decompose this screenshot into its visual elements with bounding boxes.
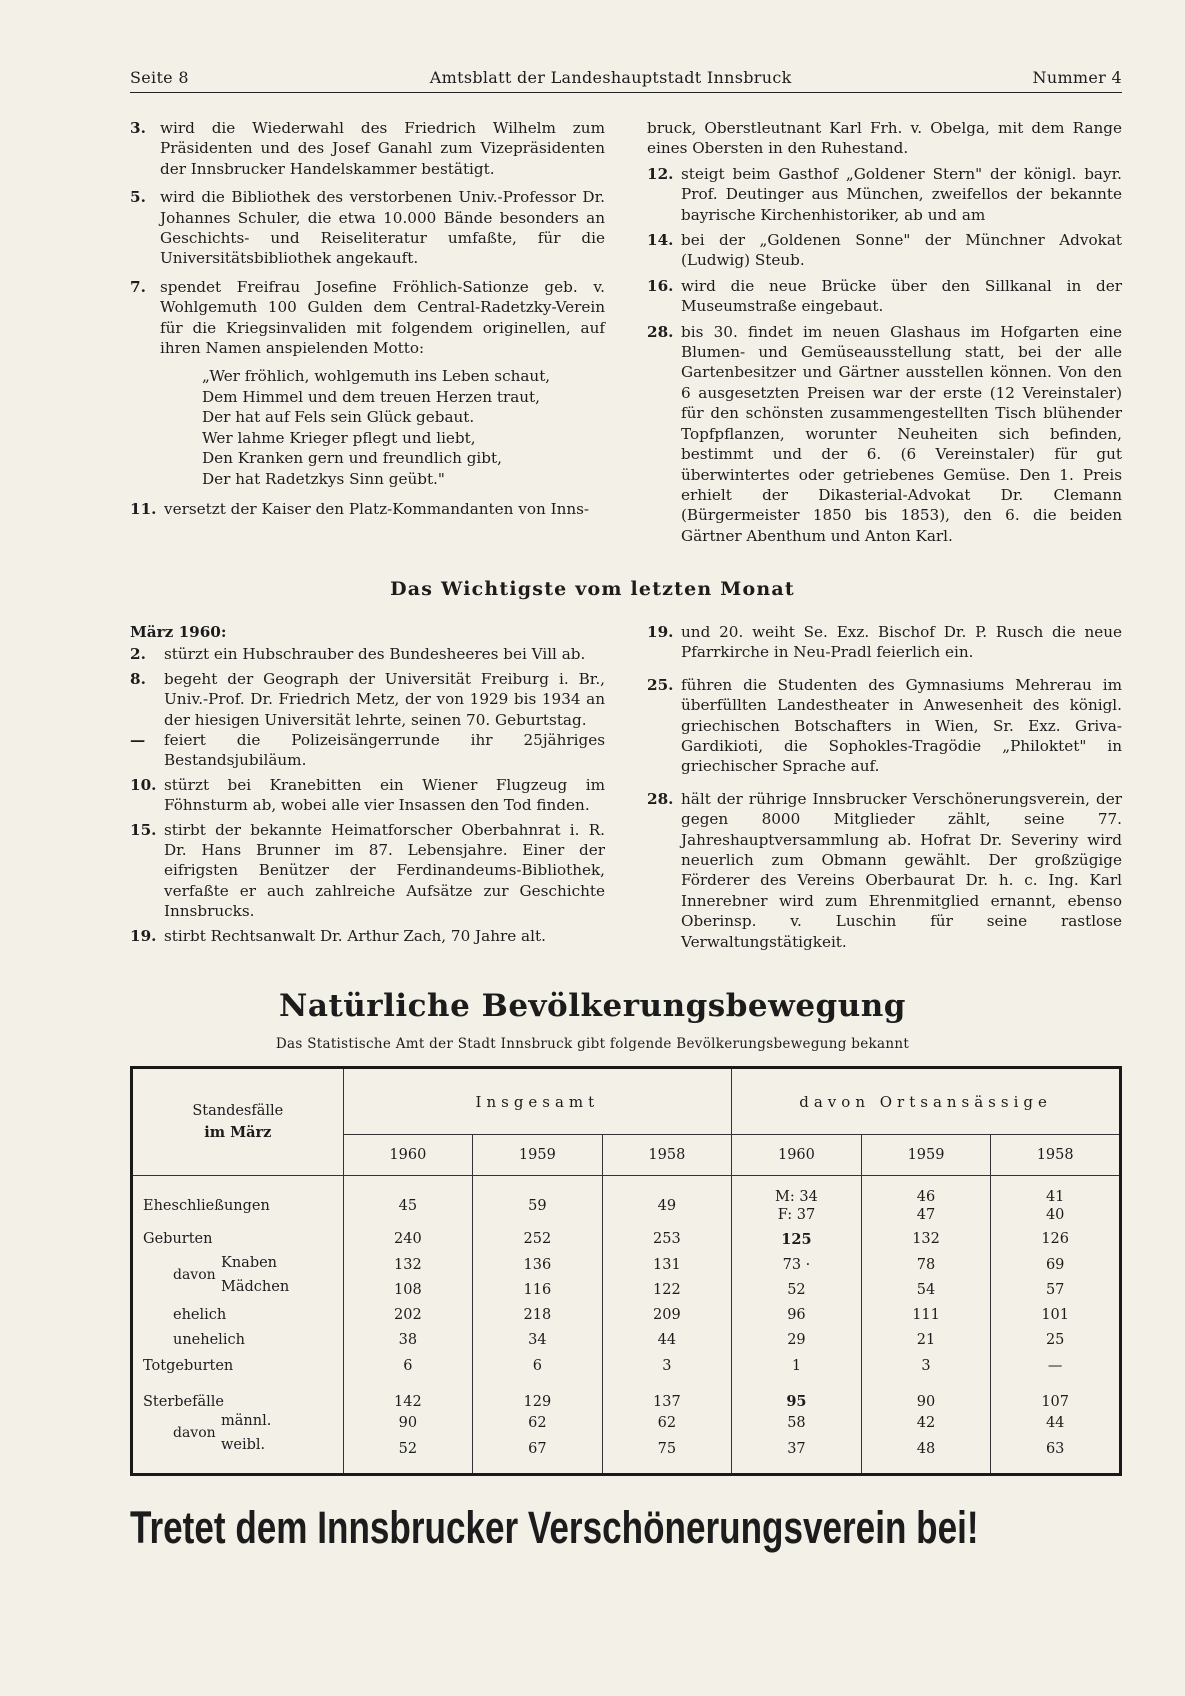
year-header: 1960 [732,1135,862,1176]
entry-text: stürzt bei Kranebitten ein Wiener Flugzeug im Föhnsturm ab, wobei alle vier Insassen den Tod finden. [164,775,605,815]
header-label-line: Standesfälle [192,1103,284,1120]
row-label-group [132,1410,344,1463]
news-entry [647,789,1122,952]
row-label: Geburten [143,1231,213,1248]
table-cell: 131 [602,1252,732,1277]
table-cell: 67 [473,1436,603,1462]
news-entry [130,775,605,816]
news-entry [647,675,1122,777]
table-cell: 122 [602,1277,732,1302]
table-cell: 129 [473,1378,603,1410]
entry-text: führen die Studenten des Gymnasiums Mehrerau im überfüllten Landestheater in Anwesenheit des königl. griechischen Botschafters in Wien, Sr. Exz. Griva-Gardikioti, die Sophokles-Tragödie „Philoktet" in griechischer Sprache auf. [681,675,1122,776]
entry-day: 15. [130,820,157,839]
table-cell: 21 [861,1328,991,1353]
entry-day: 11. [130,500,157,519]
table-cell: 209 [602,1303,732,1328]
history-left-column [130,118,605,551]
entry-day: 8. [130,669,146,688]
table-cell: 63 [991,1436,1121,1462]
table-cell: 37 [732,1436,862,1462]
row-label: ehelich [173,1307,227,1324]
poem-line: „Wer fröhlich, wohlgemuth ins Leben schaut, [202,367,551,386]
table-cell: 29 [732,1328,862,1353]
month-columns [130,622,1122,957]
table-cell: 62 [602,1410,732,1436]
table-cell-split [991,1185,1121,1227]
table-cell: 132 [861,1227,991,1252]
history-columns [130,118,1122,551]
table-row [132,1227,1121,1252]
table-cell: 62 [473,1410,603,1436]
statistics-title: Natürliche Bevölkerungsbewegung [279,988,906,1024]
table-cell: 90 [343,1410,473,1436]
table-cell: 34 [473,1328,603,1353]
history-entry [130,187,605,269]
year-header: 1958 [991,1135,1121,1176]
table-cell-split [732,1185,862,1227]
cell-male: 46 [916,1188,936,1205]
row-label: Mädchen [221,1279,290,1296]
entry-text: wird die neue Brücke über den Sillkanal in der Museumstraße eingebaut. [681,276,1122,316]
poem-line: Wer lahme Krieger pflegt und liebt, [202,428,476,447]
section-heading: Das Wichtigste vom letzten Monat [390,578,795,600]
table-cell: 111 [861,1303,991,1328]
table-cell: — [991,1353,1121,1378]
entry-day: 5. [130,188,146,207]
table-cell: 1 [732,1353,862,1378]
table-cell: 52 [343,1436,473,1462]
table-cell: 38 [343,1328,473,1353]
table-row [132,1252,1121,1277]
table-cell: 69 [991,1252,1121,1277]
table-cell: 125 [732,1227,862,1252]
poem-line: Den Kranken gern und freundlich gibt, [202,449,502,468]
cell-male: M: 34 [775,1188,818,1205]
table-cell: 6 [343,1353,473,1378]
year-header: 1959 [473,1135,603,1176]
table-cell: 142 [343,1378,473,1410]
news-entry [130,669,605,730]
running-head [130,68,1122,90]
history-right-column [647,118,1122,551]
entry-text: stirbt der bekannte Heimatforscher Oberbahnrat i. R. Dr. Hans Brunner im 87. Lebensjahre. Einer der eifrigsten Benützer der Ferdinandeums-Bibliothek, verfaßte er auch zahlreiche Aufsätze zur Geschichte Innsbrucks. [164,820,605,921]
table-cell: 48 [861,1436,991,1462]
entry-text: hält der rührige Innsbrucker Verschönerungsverein, der gegen 8000 Mitglieder zählt, seine 77. Jahreshauptversammlung ab. Hofrat Dr. Severiny wird neuerlich zum Obmann gewählt. Der großzügige Förderer des Vereins Oberbaurat Dr. h. c. Ing. Karl Innerebner wird zum Ehrenmitglied ernannt, ebenso Oberinsp. v. Luschin für seine rastlose Verwaltungstätigkeit. [681,789,1122,951]
table-cell: 78 [861,1252,991,1277]
entry-day: 14. [647,231,674,250]
history-entry [647,164,1122,225]
row-label: Sterbefälle [143,1393,225,1410]
entry-day: 7. [130,277,146,296]
entry-day: 12. [647,164,674,183]
entry-text: bis 30. findet im neuen Glashaus im Hofgarten eine Blumen- und Gemüseausstellung statt, bei der alle Gartenbesitzer und Gärtner ausstellen können. Von den 6 ausgesetzten Preisen war der erste (12 Vereinstaler) für den schönsten zusammengestellten Tisch blühender Topfpflanzen, worunter Neuheiten sich befinden, bestimmt und der 6. (6 Vereinstaler) für gut überwintertes oder getriebenes Gemüse. Den 1. Preis erhielt der Dikasterial-Advokat Dr. Clemann (Bürgermeister 1850 bis 1853), den 6. die beiden Gärtner Abenthum und Anton Karl. [681,322,1122,545]
row-label: Eheschließungen [143,1197,270,1214]
publication-title: Amtsblatt der Landeshauptstadt Innsbruck [429,68,792,87]
table-cell: 90 [861,1378,991,1410]
news-entry [130,926,605,946]
slogan-banner: Tretet dem Innsbrucker Verschönerungsverein bei! [130,1502,979,1553]
table-cell: 3 [861,1353,991,1378]
poem-line: Der hat auf Fels sein Glück gebaut. [202,408,475,427]
news-entry [130,820,605,922]
davon-label: davon [173,1267,216,1284]
entry-text: begeht der Geograph der Universität Freiburg i. Br., Univ.-Prof. Dr. Friedrich Metz, der von 1929 bis 1934 an der hiesigen Universität lehrte, seinen 70. Geburtstag. [164,669,605,729]
table-cell: 73 · [732,1252,862,1277]
history-entry [130,499,605,519]
table-cell: 59 [473,1185,603,1227]
entry-day: 25. [647,675,674,694]
news-entry [130,730,605,771]
table-cell: 136 [473,1252,603,1277]
header-label-month: im März [204,1124,272,1142]
table-cell: 45 [343,1185,473,1227]
table-cell: 54 [861,1277,991,1302]
year-header: 1958 [602,1135,732,1176]
table-cell: 44 [991,1410,1121,1436]
table-cell: 202 [343,1303,473,1328]
table-row [132,1328,1121,1353]
table-row [132,1303,1121,1328]
statistics-subtitle: Das Statistische Amt der Stadt Innsbruck gibt folgende Bevölkerungsbewegung bekannt [275,1036,910,1052]
table-cell: 6 [473,1353,603,1378]
table-row [132,1378,1121,1410]
year-header: 1960 [343,1135,473,1176]
cell-female: 40 [1045,1206,1065,1223]
table-cell-split [861,1185,991,1227]
continued-text: bruck, Oberstleutnant Karl Frh. v. Obelga, mit dem Range eines Obersten in den Ruhestand. [647,119,1122,158]
entry-text: stirbt Rechtsanwalt Dr. Arthur Zach, 70 Jahre alt. [164,926,546,945]
entry-text: stürzt ein Hubschrauber des Bundesheeres bei Vill ab. [164,645,586,664]
table-cell: 240 [343,1227,473,1252]
table-row [132,1410,1121,1436]
year-header: 1959 [861,1135,991,1176]
entry-text: feiert die Polizeisängerrunde ihr 25jähriges Bestandsjubiläum. [164,731,605,770]
table-cell: 57 [991,1277,1121,1302]
entry-day: 10. [130,775,157,794]
row-label-group [132,1252,344,1302]
entry-text: spendet Freifrau Josefine Fröhlich-Sationze geb. v. Wohlgemuth 100 Gulden dem Central-Radetzky-Verein für die Kriegsinvaliden mit folgendem originellen, auf ihren Namen anspielenden Motto: [160,277,605,358]
issue-number: Nummer 4 [1032,68,1122,87]
table-cell: 25 [991,1328,1121,1353]
table-cell: 52 [732,1277,862,1302]
table-cell: 107 [991,1378,1121,1410]
history-entry [130,118,605,179]
entry-text: und 20. weiht Se. Exz. Bischof Dr. P. Rusch die neue Pfarrkirche in Neu-Pradl feierlich ein. [681,623,1122,662]
history-entry [647,322,1122,546]
table-row-marriages [132,1185,1121,1227]
table-cell: 126 [991,1227,1121,1252]
table-cell: 49 [602,1185,732,1227]
table-cell: 95 [732,1378,862,1410]
table-cell: 137 [602,1378,732,1410]
entry-day: — [130,731,146,750]
entry-day: 2. [130,645,146,664]
table-cell: 253 [602,1227,732,1252]
page-number: Seite 8 [130,68,189,87]
cell-male: 41 [1045,1188,1065,1205]
entry-day: 16. [647,276,674,295]
news-entry [130,644,605,664]
table-cell: 44 [602,1328,732,1353]
entry-text: versetzt der Kaiser den Platz-Kommandanten von Inns- [164,500,590,519]
table-cell: 96 [732,1303,862,1328]
history-entry [647,230,1122,271]
motto-poem [202,366,605,489]
entry-day: 28. [647,322,674,341]
table-cell: 42 [861,1410,991,1436]
group-header-total: Insgesamt [343,1068,732,1135]
poem-line: Dem Himmel und dem treuen Herzen traut, [202,387,540,406]
table-cell: 218 [473,1303,603,1328]
row-label: weibl. [221,1437,266,1454]
month-left-column [130,622,605,957]
column-label-header [132,1068,344,1176]
table-cell: 101 [991,1303,1121,1328]
row-label: männl. [221,1413,272,1430]
group-header-local: davon Ortsansässige [732,1068,1121,1135]
entry-day: 28. [647,789,674,808]
table-cell: 3 [602,1353,732,1378]
table-cell: 252 [473,1227,603,1252]
poem-line: Der hat Radetzkys Sinn geübt." [202,469,445,488]
table-cell: 116 [473,1277,603,1302]
month-label: März 1960: [130,623,227,641]
table-cell: 75 [602,1436,732,1462]
cell-female: F: 37 [777,1206,816,1223]
header-rule [130,92,1122,93]
population-table [130,1066,1122,1476]
row-label: Totgeburten [143,1357,234,1374]
history-entry [647,276,1122,317]
entry-day: 3. [130,119,146,137]
table-cell: 132 [343,1252,473,1277]
entry-day: 19. [130,926,157,945]
cell-female: 47 [916,1206,936,1223]
entry-text: wird die Bibliothek des verstorbenen Univ.-Professor Dr. Johannes Schuler, die etwa 10.000 Bände besonders an Geschichts- und Reiseliteratur umfaßte, für die Universitätsbibliothek angekauft. [160,188,605,268]
table-cell: 108 [343,1277,473,1302]
row-label: Knaben [221,1255,278,1272]
row-label: unehelich [173,1332,245,1349]
table-row [132,1353,1121,1378]
news-entry [647,622,1122,663]
entry-text: steigt beim Gasthof „Goldener Stern" der königl. bayr. Prof. Deutinger aus München, zweifellos der bekannte bayrische Kirchenhistoriker, ab und am [681,164,1122,224]
month-right-column [647,622,1122,957]
entry-day: 19. [647,623,674,641]
davon-label: davon [173,1425,216,1442]
history-entry [130,277,605,359]
entry-text: wird die Wiederwahl des Friedrich Wilhelm zum Präsidenten und des Josef Ganahl zum Vizepräsidenten der Innsbrucker Handelskammer bestätigt. [160,119,605,178]
entry-text: bei der „Goldenen Sonne" der Münchner Advokat (Ludwig) Steub. [681,231,1122,270]
table-cell: 58 [732,1410,862,1436]
